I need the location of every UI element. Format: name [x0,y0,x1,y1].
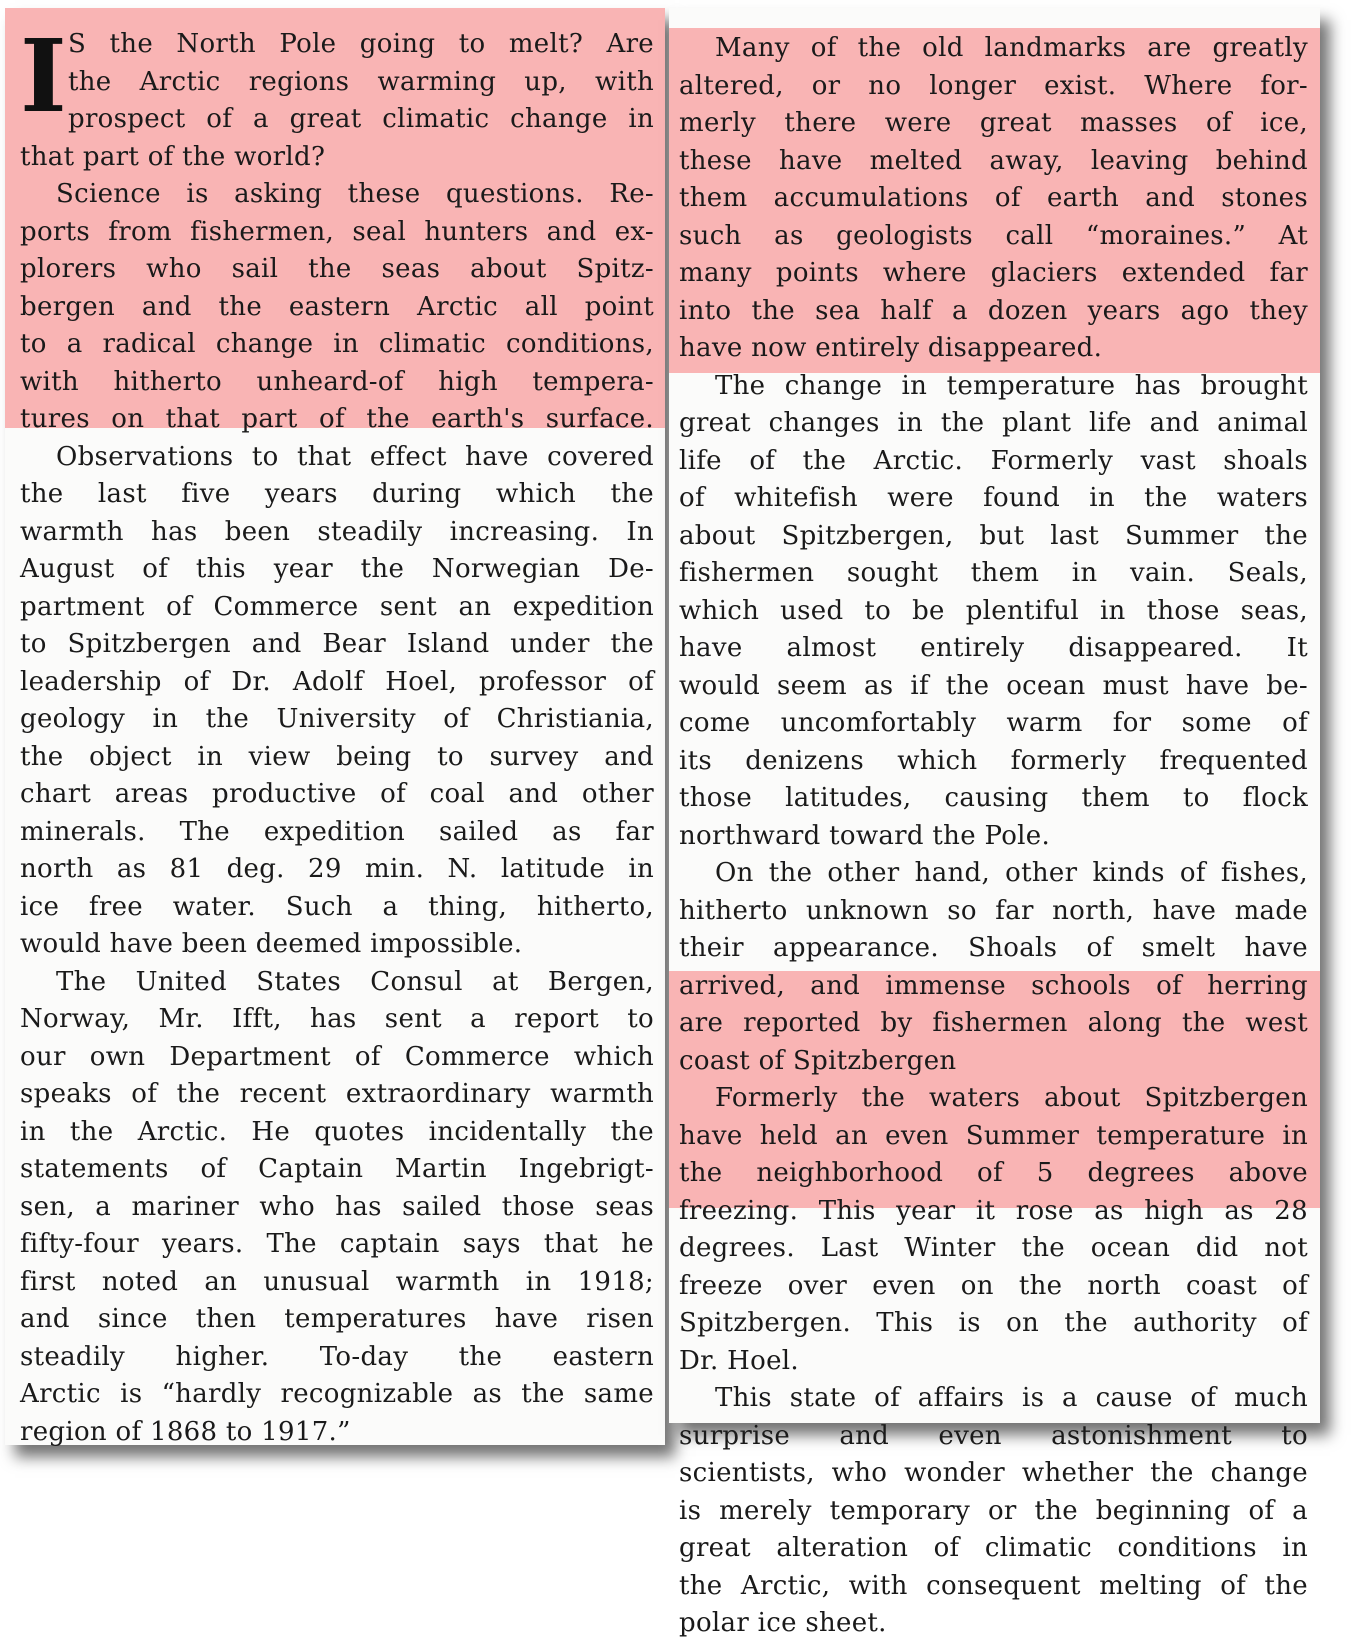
text-line: coast of Spitzbergen [679,1045,957,1076]
text-line: sen, a mariner who has sailed those seas [20,1191,654,1222]
text-line: warmth has been steadily increasing. In [20,516,654,547]
right-column [679,30,1308,1643]
text-line: those latitudes, causing them to flock [679,783,1308,813]
text-line: geology in the University of Christiania, [20,704,654,734]
text-line: Many of the old landmarks are greatly [715,33,1308,63]
text-line: have held an even Summer temperature in [679,1120,1308,1151]
text-line: would seem as if the ocean must have be- [679,670,1308,701]
paragraph-1 [20,17,654,176]
text-line: chart areas productive of coal and other [20,779,654,809]
paragraph-3 [679,855,1308,1080]
text-line: prospect of a great climatic change in [68,104,654,134]
text-line: the neighborhood of 5 degrees above [679,1158,1308,1188]
text-line: On the other hand, other kinds of fishes, [715,858,1308,888]
text-line: ice free water. Such a thing, hitherto, [20,891,654,922]
text-line: Arctic is “hardly recognizable as the same [20,1379,654,1409]
text-line: into the sea half a dozen years ago they [679,295,1308,326]
text-line: such as geologists call “moraines.” At [679,220,1308,251]
text-line: degrees. Last Winter the ocean did not [679,1233,1308,1263]
text-line: have now entirely disappeared. [679,333,1103,363]
text-line: arrived, and immense schools of herring [679,970,1308,1001]
text-line: life of the Arctic. Formerly vast shoals [679,445,1308,476]
text-line: Observations to that effect have covered [56,441,654,472]
text-line: great changes in the plant life and animal [679,408,1308,438]
paragraph-1 [679,30,1308,368]
intro-paragraph [20,17,654,176]
text-line: Dr. Hoel. [679,1345,799,1376]
text-line: August of this year the Norwegian De- [20,554,654,584]
text-line: and since then temperatures have risen [20,1304,654,1334]
left-clipping [5,8,665,1445]
text-line: to Spitzbergen and Bear Island under the [20,629,654,659]
text-line: The United States Consul at Bergen, [56,966,654,997]
text-line: to a radical change in climatic conditions, [20,329,654,359]
dense-text-block [679,368,1308,1643]
text-line: is merely temporary or the beginning of a [679,1495,1308,1526]
text-line: north as 81 deg. 29 min. N. latitude in [20,854,654,884]
text-line: polar ice sheet. [679,1608,887,1638]
right-clipping [669,8,1320,1638]
text-line: minerals. The expedition sailed as far [20,816,654,847]
text-line: altered, or no longer exist. Where for- [679,70,1308,101]
text-line: have almost entirely disappeared. It [679,633,1308,663]
text-line: scientists, who wonder whether the change [679,1458,1308,1488]
text-line: freeze over even on the north coast of [679,1270,1308,1301]
text-line: the object in view being to survey and [20,741,654,772]
text-line: fishermen sought them in vain. Seals, [679,558,1308,588]
text-line: Spitzbergen. This is on the authority of [679,1308,1308,1338]
paragraph-4 [20,964,654,1452]
text-line: Norway, Mr. Ifft, has sent a report to [20,1004,654,1034]
text-line: northward toward the Pole. [679,820,1051,851]
text-line: The change in temperature has brought [715,370,1308,401]
text-line: Science is asking these questions. Re- [56,179,654,209]
paragraph-2 [20,176,654,439]
text-line: merly there were great masses of ice, [679,108,1308,138]
paragraph-4 [679,1080,1308,1380]
text-line: which used to be plentiful in those seas, [679,595,1308,626]
text-line: freezing. This year it rose as high as 28 [679,1195,1308,1226]
text-line: in the Arctic. He quotes incidentally the [20,1116,654,1147]
text-line: statements of Captain Martin Ingebrigt- [20,1154,654,1184]
text-line: would have been deemed impossible. [20,929,523,959]
text-line: great alteration of climatic conditions in [679,1533,1308,1563]
text-line: surprise and even astonishment to [679,1420,1308,1451]
text-line: hitherto unknown so far north, have made [679,895,1308,926]
text-line: are reported by fishermen along the west [679,1008,1308,1038]
paragraph-2 [679,368,1308,856]
text-line: fifty-four years. The captain says that he [20,1229,654,1259]
text-line: the Arctic, with consequent melting of the [679,1570,1308,1601]
text-line: This state of affairs is a cause of much [715,1383,1308,1413]
text-line: bergen and the eastern Arctic all point [20,291,654,322]
text-line: many points where glaciers extended far [679,258,1308,288]
text-line: steadily higher. To-day the eastern [20,1341,654,1372]
text-line: first noted an unusual warmth in 1918; [20,1266,654,1297]
text-line: of whitefish were found in the waters [679,483,1308,513]
text-line: that part of the world? [20,141,326,172]
text-line: tures on that part of the earth's surface. [20,404,654,434]
text-line: its denizens which formerly frequented [679,745,1308,776]
text-line: come uncomfortably warm for some of [679,708,1308,738]
paragraph-3 [20,439,654,964]
text-line: ports from fishermen, seal hunters and ex- [20,216,654,247]
drop-cap: I [20,17,68,135]
text-line: them accumulations of earth and stones [679,183,1308,213]
text-line: the last five years during which the [20,479,654,509]
text-line: leadership of Dr. Adolf Hoel, professor of [20,666,654,697]
text-line: these have melted away, leaving behind [679,145,1308,176]
text-line: region of 1868 to 1917.” [20,1416,351,1447]
text-line: our own Department of Commerce which [20,1041,654,1072]
text-line: with hitherto unheard-of high tempera- [20,366,654,397]
text-line: speaks of the recent extraordinary warmth [20,1079,654,1109]
left-column [20,17,654,1451]
text-line: partment of Commerce sent an expedition [20,591,654,622]
text-line: about Spitzbergen, but last Summer the [679,520,1308,551]
text-line: their appearance. Shoals of smelt have [679,933,1308,963]
text-line: S the North Pole going to melt? Are [68,29,654,59]
paragraph-5 [679,1380,1308,1643]
text-line: the Arctic regions warming up, with [68,66,654,97]
text-line: Formerly the waters about Spitzbergen [715,1083,1308,1113]
text-line: plorers who sail the seas about Spitz- [20,254,654,284]
